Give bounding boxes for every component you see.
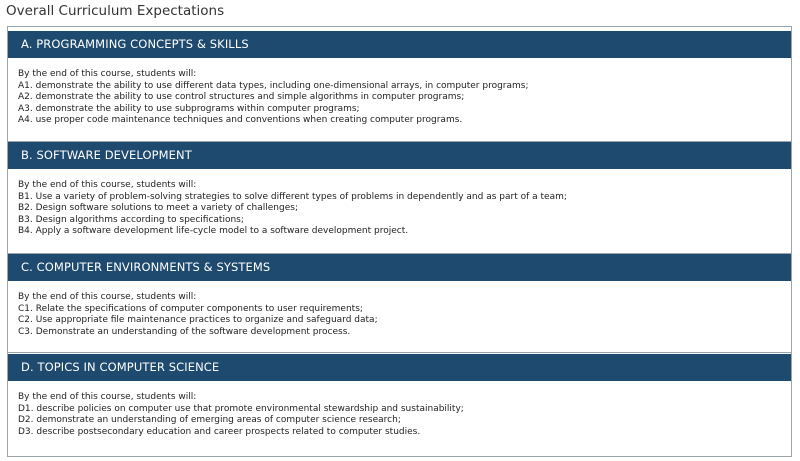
expectation-item: B2. Design software solutions to meet a variety of challenges; <box>18 203 298 213</box>
section-header: A. PROGRAMMING CONCEPTS & SKILLS <box>8 31 791 58</box>
section-d <box>8 354 791 438</box>
section-header: D. TOPICS IN COMPUTER SCIENCE <box>8 354 791 381</box>
section-intro: By the end of this course, students will: <box>18 69 197 79</box>
section-header: C. COMPUTER ENVIRONMENTS & SYSTEMS <box>8 254 791 281</box>
section-a <box>8 31 791 127</box>
expectation-item: A2. demonstrate the ability to use control structures and simple algorithms in computer programs; <box>18 92 465 102</box>
expectation-item: D3. describe postsecondary education and career prospects related to computer studies. <box>18 426 421 437</box>
page-title: Overall Curriculum Expectations <box>6 3 225 19</box>
section-body <box>8 281 791 338</box>
expectation-item: D1. describe policies on computer use that promote environmental stewardship and sustainability; <box>18 403 464 414</box>
expectation-item: B4. Apply a software development life-cycle model to a software development project. <box>18 226 409 236</box>
expectation-item: A4. use proper code maintenance techniques and conventions when creating computer programs. <box>18 115 463 125</box>
expectation-item: C3. Demonstrate an understanding of the software development process. <box>18 326 351 337</box>
section-intro: By the end of this course, students will: <box>18 392 197 402</box>
section-b <box>8 142 791 238</box>
section-intro: By the end of this course, students will: <box>18 180 197 190</box>
expectations-table <box>7 26 792 457</box>
section-header: B. SOFTWARE DEVELOPMENT <box>8 142 791 169</box>
section-body <box>8 169 791 238</box>
section-intro: By the end of this course, students will: <box>18 292 197 302</box>
expectation-item: B3. Design algorithms according to specifications; <box>18 214 244 225</box>
section-body <box>8 58 791 127</box>
expectation-item: A3. demonstrate the ability to use subprograms within computer programs; <box>18 103 360 114</box>
section-body <box>8 381 791 438</box>
expectation-item: A1. demonstrate the ability to use different data types, including one-dimensional arrays, in computer programs; <box>18 80 529 91</box>
expectation-item: B1. Use a variety of problem-solving strategies to solve different types of problems in dependently and as part of a team; <box>18 191 567 202</box>
expectation-item: C1. Relate the specifications of computer components to user requirements; <box>18 303 363 314</box>
section-divider <box>8 352 791 353</box>
expectation-item: D2. demonstrate an understanding of emerging areas of computer science research; <box>18 415 401 425</box>
section-c <box>8 254 791 338</box>
expectation-item: C2. Use appropriate file maintenance practices to organize and safeguard data; <box>18 315 378 325</box>
